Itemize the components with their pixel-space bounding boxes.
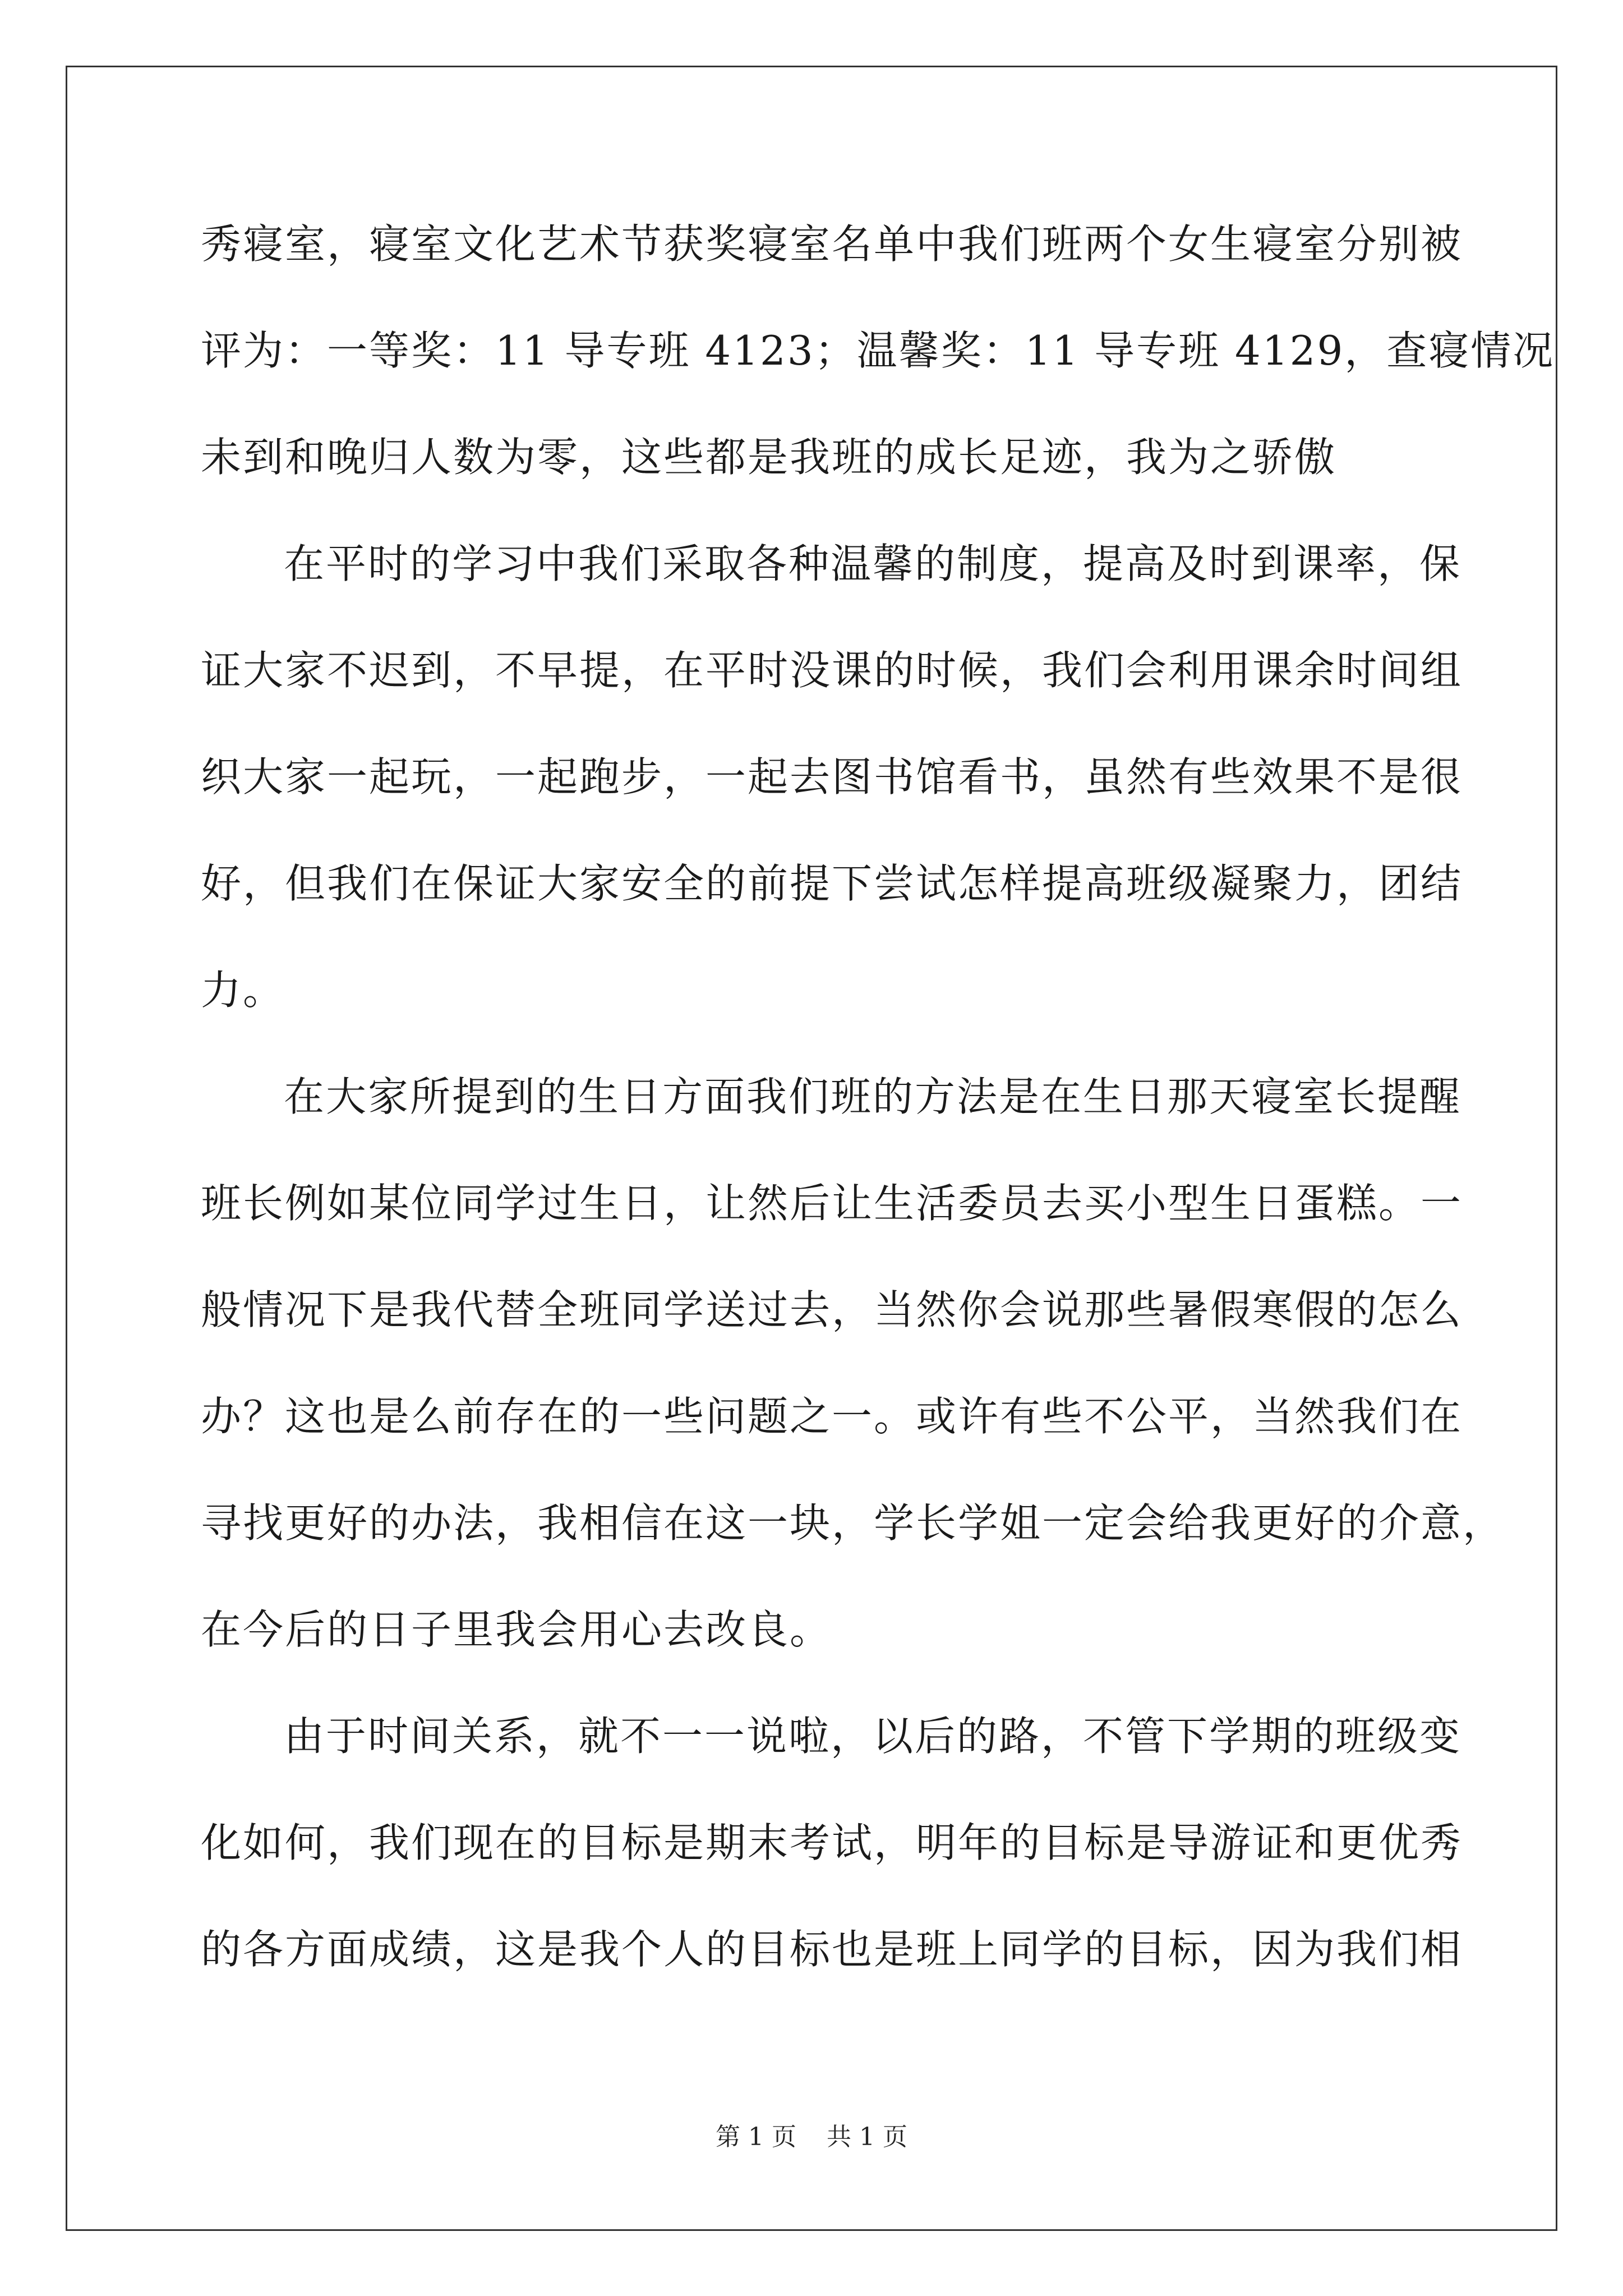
text-line: 化如何，我们现在的目标是期末考试，明年的目标是导游证和更优秀 [201, 1819, 1463, 1866]
text-line: 证大家不迟到，不早提，在平时没课的时候，我们会利用课余时间组 [201, 647, 1463, 694]
paragraph-start-line: 由于时间关系，就不一一说啦，以后的路，不管下学期的班级变 [284, 1713, 1462, 1760]
text-line: 评为：一等奖：11 导专班 4123；温馨奖：11 导专班 4129，查寝情况 [201, 327, 1555, 374]
page-number: 第 1 页 [716, 2123, 796, 2151]
text-line: 班长例如某位同学过生日，让然后让生活委员去买小型生日蛋糕。一 [201, 1180, 1463, 1227]
text-line: 织大家一起玩，一起跑步，一起去图书馆看书，虽然有些效果不是很 [201, 753, 1463, 800]
page-total: 共 1 页 [827, 2123, 907, 2151]
text-line: 般情况下是我代替全班同学送过去，当然你会说那些暑假寒假的怎么 [201, 1286, 1463, 1333]
paragraph-start-line: 在平时的学习中我们采取各种温馨的制度，提高及时到课率，保 [284, 540, 1462, 587]
paragraph-start-line: 在大家所提到的生日方面我们班的方法是在生日那天寝室长提醒 [284, 1073, 1462, 1120]
text-line: 力。 [201, 967, 285, 1014]
text-line: 在今后的日子里我会用心去改良。 [201, 1606, 832, 1653]
page-border [66, 66, 1557, 2231]
text-line: 的各方面成绩，这是我个人的目标也是班上同学的目标，因为我们相 [201, 1926, 1463, 1973]
text-line: 办？这也是么前存在的一些问题之一。或许有些不公平，当然我们在 [201, 1393, 1463, 1440]
text-line: 好，但我们在保证大家安全的前提下尝试怎样提高班级凝聚力，团结 [201, 860, 1463, 907]
text-line: 寻找更好的办法，我相信在这一块，学长学姐一定会给我更好的介意， [201, 1499, 1505, 1547]
page-footer [0, 2120, 1623, 2154]
text-line: 秀寝室，寝室文化艺术节获奖寝室名单中我们班两个女生寝室分别被 [201, 220, 1463, 268]
text-line: 未到和晚归人数为零，这些都是我班的成长足迹，我为之骄傲 [201, 434, 1337, 481]
